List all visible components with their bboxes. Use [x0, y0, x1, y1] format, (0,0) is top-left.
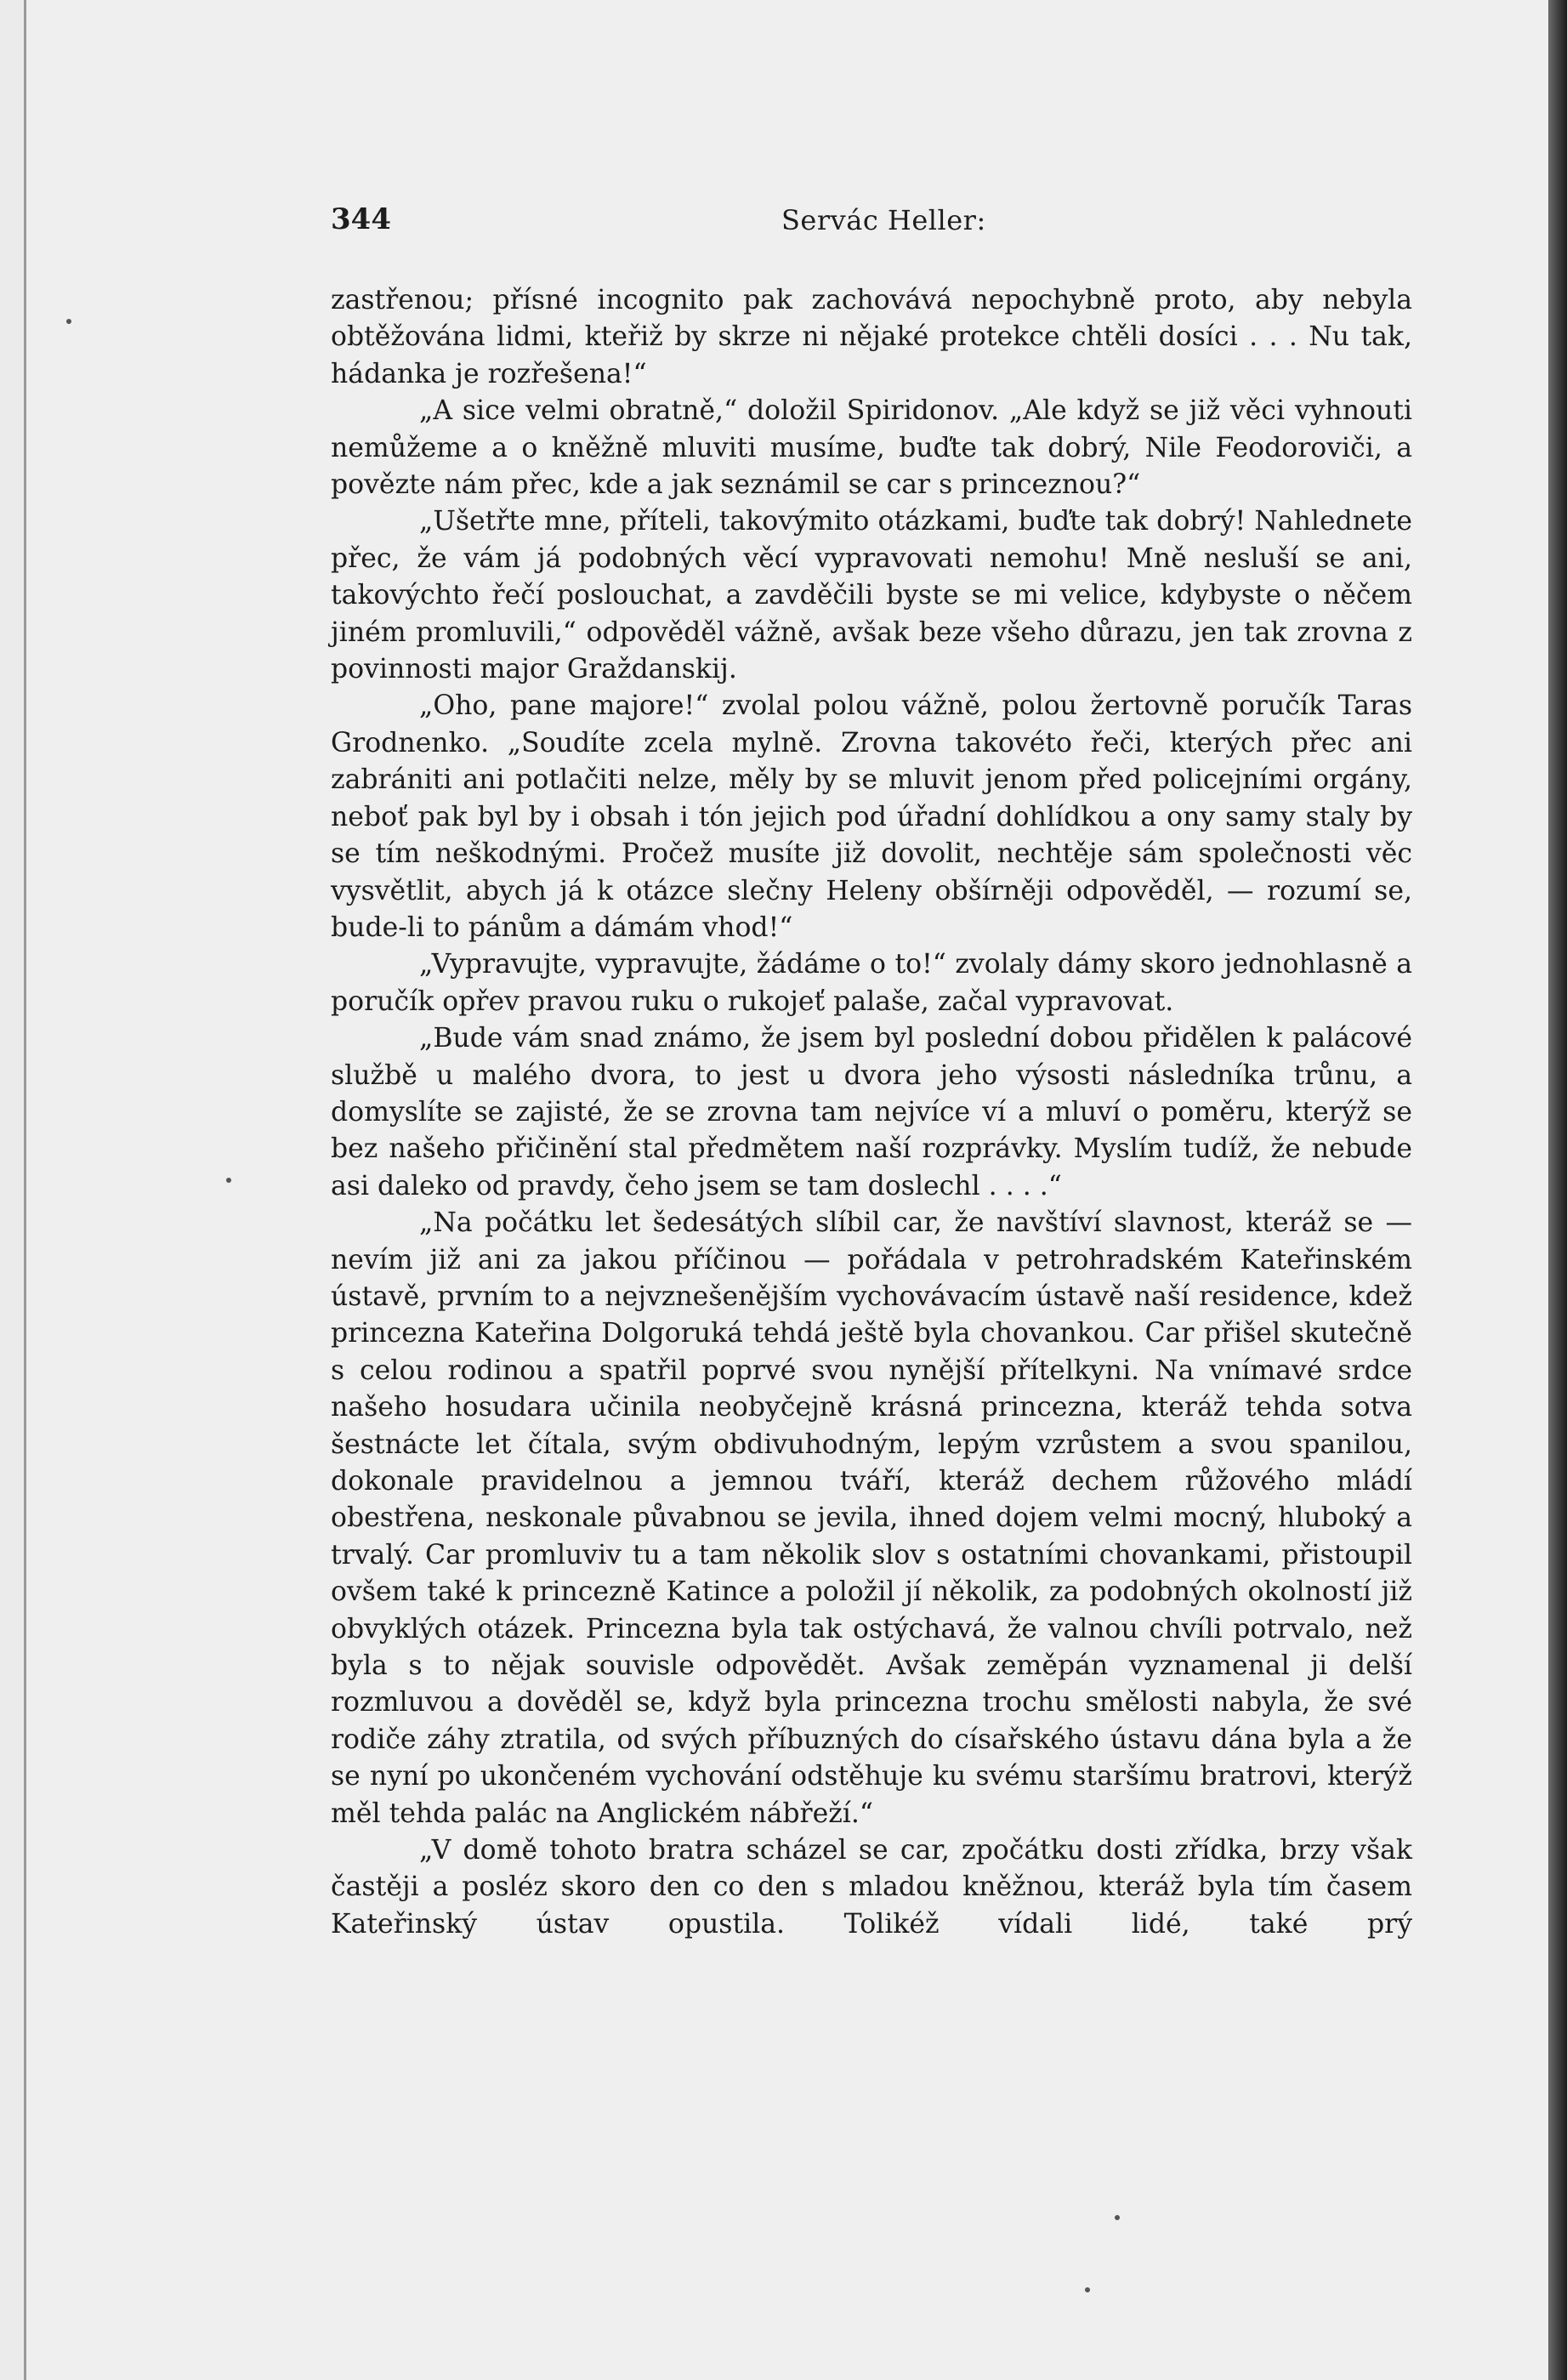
paragraph: „Na počátku let šedesátých slíbil car, že navštíví slavnost, kteráž se — nevím již ani za jakou příčinou — pořádala v petrohradském Kateřinském ústavě, prvním to a nejvznešenějším vychovávacím ústavě naší residence, kdež princezna Kateřina Dolgoruká tehdá ještě byla chovankou. Car přišel skutečně s celou rodinou a spatřil poprvé svou nynější přítelkyni. Na vnímavé srdce našeho hosudara učinila neobyčejně krásná princezna, kteráž tehda sotva šestnácte let čítala, svým obdivuhodným, lepým vzrůstem a svou spanilou, dokonale pravidelnou a jemnou tváří, kteráž dechem růžového mládí obestřena, neskonale půvabnou se jevila, ihned dojem velmi mocný, hluboký a trvalý. Car promluviv tu a tam několik slov s ostatními chovankami, přistoupil ovšem také k princezně Katince a položil jí několik, za podobných okolností již obvyklých otázek. Princezna byla tak ostýchavá, že valnou chvíli potrvalo, než byla s to nějak souvisle odpovědět. Avšak zeměpán vyznamenal ji delší rozmluvou a dověděl se, když byla princezna trochu smělosti nabyla, že své rodiče záhy ztratila, od svých příbuzných do císařského ústavu dána byla a že se nyní po ukončeném vychování odstěhuje ku svému staršímu bratrovi, kterýž měl tehda palác na Anglickém nábřeží.“ [331, 1207, 1412, 1829]
book-page [24, 0, 1548, 2380]
running-title: Servác Heller: [781, 204, 986, 236]
scan-speck [226, 1178, 231, 1183]
page-header [331, 202, 1411, 245]
paragraph: „Ušetřte mne, příteli, takovýmito otázkami, buďte tak dobrý! Nahlednete přec, že vám já podobných věcí vypravovati nemohu! Mně nesluší se ani, takovýchto řečí poslouchat, a zavděčili byste se mi velice, kdybyste o něčem jiném promluvili,“ odpověděl vážně, avšak beze všeho důrazu, jen tak zrovna z povinnosti major Graždanskij. [331, 506, 1412, 685]
paragraph: „A sice velmi obratně,“ doložil Spiridonov. „Ale když se již věci vyhnouti nemůžeme a o kněžně mluviti musíme, buďte tak dobrý, Nile Feodoroviči, a povězte nám přec, kde a jak seznámil se car s princeznou?“ [331, 395, 1412, 501]
scan-speck [66, 319, 71, 324]
page-edge-shadow [1548, 0, 1567, 2380]
page-number: 344 [331, 202, 391, 236]
paragraph: „Vypravujte, vypravujte, žádáme o to!“ zvolaly dámy skoro jednohlasně a poručík opřev pravou ruku o rukojeť palaše, začal vypravovat. [331, 949, 1412, 1017]
paragraph: „Oho, pane majore!“ zvolal polou vážně, polou žertovně poručík Taras Grodnenko. „Soudíte zcela mylně. Zrovna takovéto řeči, kterých přec ani zabrániti ani potlačiti nelze, měly by se mluvit jenom před policejními orgány, neboť pak byl by i obsah i tón jejich pod úřadní dohlídkou a ony samy staly by se tím neškodnými. Pročež musíte již dovolit, nechtěje sám společnosti věc vysvětlit, abych já k otázce slečny Heleny obšírněji odpověděl, — rozumí se, bude-li to pánům a dámám vhod!“ [331, 690, 1412, 943]
scan-speck [1115, 2215, 1120, 2220]
paragraph: zastřenou; přísné incognito pak zachovává nepochybně proto, aby nebyla obtěžována lidmi, kteřiž by skrze ni nějaké protekce chtěli dosíci . . . Nu tak, hádanka je rozřešena!“ [331, 285, 1412, 389]
paragraph: „V domě tohoto bratra scházel se car, zpočátku dosti zřídka, brzy však častěji a posléz skoro den co den s mladou kněžnou, kteráž byla tím časem Kateřinský ústav opustila. Tolikéž vídali lidé, také prý [331, 1835, 1412, 1940]
body-text [331, 282, 1412, 1943]
scan-speck [1085, 2287, 1090, 2292]
paragraph: „Bude vám snad známo, že jsem byl poslední dobou přidělen k palácové službě u malého dvora, to jest u dvora jeho výsosti následníka trůnu, a domyslíte se zajisté, že se zrovna tam nejvíce ví a mluví o poměru, kterýž se bez našeho přičinění stal předmětem naší rozprávky. Myslím tudíž, že nebude asi daleko od pravdy, čeho jsem se tam doslechl . . . .“ [331, 1023, 1412, 1201]
